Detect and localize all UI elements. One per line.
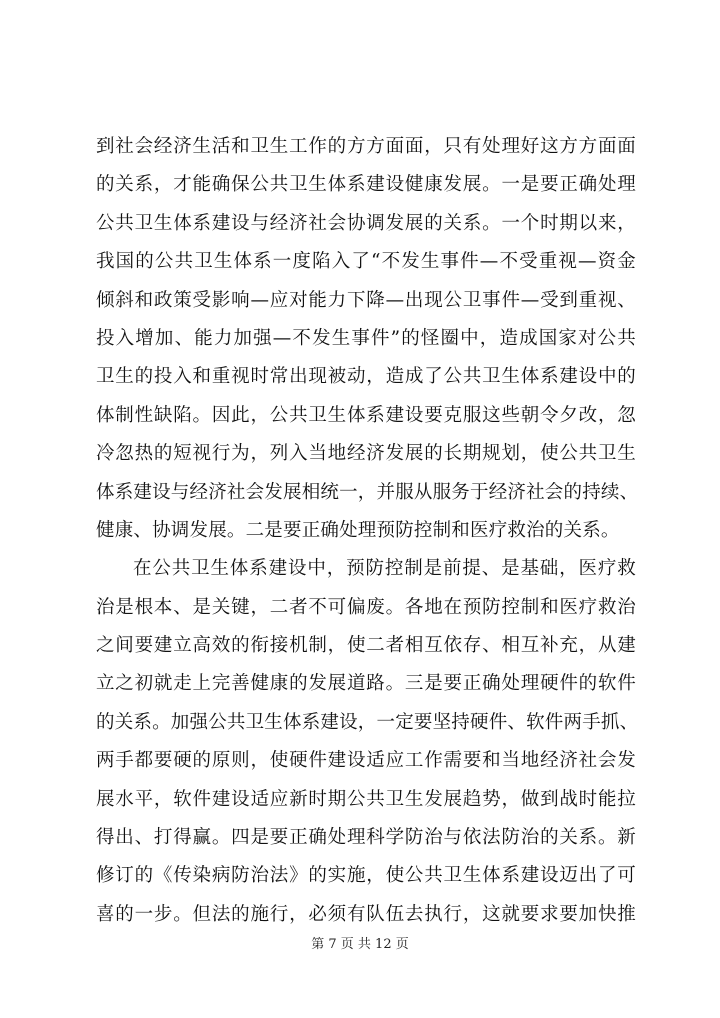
text-line-9: 冷忽热的短视行为，列入当地经济发展的长期规划，使公共卫生 — [96, 443, 636, 465]
text-line-11: 健康、协调发展。二是要正确处理预防控制和医疗救治的关系。 — [96, 519, 620, 541]
text-line-5: 倾斜和政策受影响—应对能力下降—出现公卫事件—受到重视、 — [96, 289, 636, 311]
text-line-8: 体制性缺陷。因此，公共卫生体系建设要克服这些朝令夕改，忽 — [96, 404, 636, 426]
text-line-16: 的关系。加强公共卫生体系建设，一定要坚持硬件、软件两手抓、 — [96, 711, 639, 733]
text-line-20: 修订的《传染病防治法》的实施，使公共卫生体系建设迈出了可 — [96, 865, 636, 887]
text-line-17: 两手都要硬的原则，使硬件建设适应工作需要和当地经济社会发 — [96, 750, 636, 772]
text-line-7: 卫生的投入和重视时常出现被动，造成了公共卫生体系建设中的 — [96, 366, 636, 388]
text-line-15: 立之初就走上完善健康的发展道路。三是要正确处理硬件的软件 — [96, 673, 636, 695]
text-line-19: 得出、打得赢。四是要正确处理科学防治与依法防治的关系。新 — [96, 827, 636, 849]
text-line-2: 的关系，才能确保公共卫生体系建设健康发展。一是要正确处理 — [96, 174, 636, 196]
page-number-footer: 第 7 页 共 12 页 — [311, 937, 409, 952]
text-line-21: 喜的一步。但法的施行，必须有队伍去执行，这就要求要加快推 — [96, 903, 636, 925]
text-line-13: 治是根本、是关键，二者不可偏废。各地在预防控制和医疗救治 — [96, 596, 636, 618]
text-line-3: 公共卫生体系建设与经济社会协调发展的关系。一个时期以来， — [96, 212, 636, 234]
text-line-6: 投入增加、能力加强—不发生事件”的怪圈中，造成国家对公共 — [96, 327, 636, 349]
text-line-12: 在公共卫生体系建设中，预防控制是前提、是基础，医疗救 — [133, 558, 636, 580]
text-line-4: 我国的公共卫生体系一度陷入了“不发生事件—不受重视—资金 — [96, 251, 636, 273]
body-text — [96, 128, 639, 934]
text-line-10: 体系建设与经济社会发展相统一，并服从服务于经济社会的持续、 — [96, 481, 639, 503]
text-line-18: 展水平，软件建设适应新时期公共卫生发展趋势，做到战时能拉 — [96, 788, 636, 810]
text-line-1: 到社会经济生活和卫生工作的方方面面，只有处理好这方方面面 — [96, 136, 636, 157]
text-line-14: 之间要建立高效的衔接机制，使二者相互依存、相互补充，从建 — [96, 635, 636, 657]
